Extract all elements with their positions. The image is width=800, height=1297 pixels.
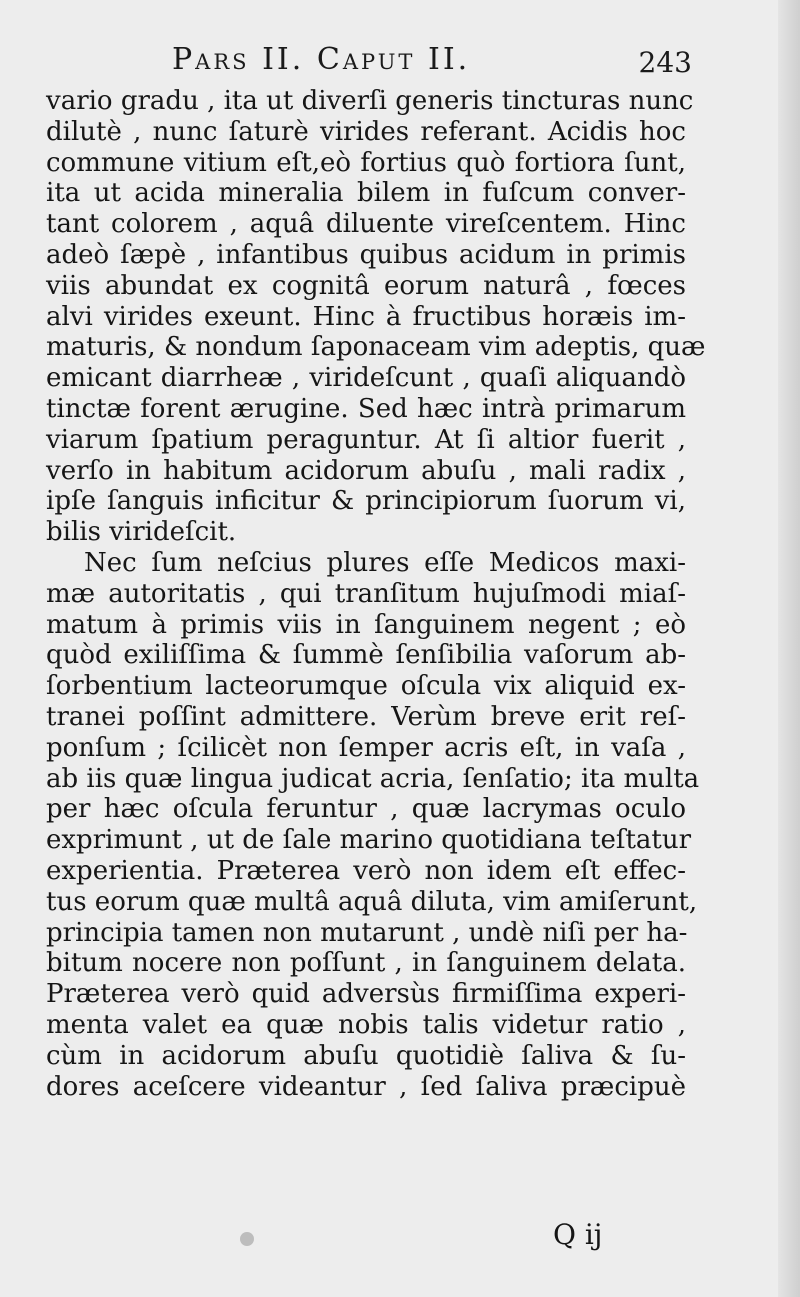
text-line: Præterea verò quid adversùs firmiſſima experi-: [46, 979, 686, 1010]
text-line: tus eorum quæ multâ aquâ diluta, vim amiſerunt,: [46, 886, 698, 917]
text-line: tant colorem , aquâ diluente vireſcentem. Hinc: [46, 209, 686, 240]
text-line: viarum ſpatium peraguntur. At ſi altior fuerit ,: [46, 424, 686, 455]
text-line: ponſum ; ſcilicèt non ſemper acris eſt, in vaſa ,: [46, 732, 686, 763]
ink-smudge: [240, 1232, 254, 1246]
text-line: adeò ſæpè , infantibus quibus acidum in primis: [46, 239, 686, 270]
running-head: Pars II. Caput II.: [172, 42, 471, 77]
text-line: bilis virideſcit.: [46, 517, 237, 548]
page-edge-shadow: [778, 0, 800, 1297]
text-line: viis abundat ex cognitâ eorum naturâ , fœces: [46, 270, 686, 301]
text-line: menta valet ea quæ nobis talis videtur ratio ,: [46, 1009, 686, 1040]
text-line: quòd exiliſſima & ſummè ſenſibilia vaſorum ab-: [46, 640, 686, 671]
paragraph-2: [46, 547, 700, 1102]
signature-mark: Q ij: [553, 1218, 603, 1251]
text-line: commune vitium eſt,eò fortius quò fortiora ſunt,: [46, 147, 686, 178]
text-line: dilutè , nunc ſaturè virides referant. Acidis hoc: [46, 116, 686, 147]
text-line: dores aceſcere videantur , ſed ſaliva præcipuè: [46, 1071, 686, 1102]
text-line: Nec ſum neſcius plures eſſe Medicos maxi-: [84, 547, 686, 578]
text-line: ipſe ſanguis inficitur & principiorum ſuorum vi,: [46, 486, 686, 517]
text-line: principia tamen non mutarunt , undè niſi per ha-: [46, 917, 688, 948]
text-line: alvi virides exeunt. Hinc à fructibus horæis im-: [46, 301, 686, 332]
text-line: exprimunt , ut de ſale marino quotidiana teſtatur: [46, 825, 692, 856]
text-line: cùm in acidorum abuſu quotidiè ſaliva & ſu-: [46, 1040, 686, 1071]
text-line: ſorbentium lacteorumque oſcula vix aliquid ex-: [46, 671, 686, 702]
page-header: [172, 40, 692, 90]
text-line: tranei poſſint admittere. Verùm breve erit reſ-: [46, 701, 686, 732]
text-line: emicant diarrheæ , virideſcunt , quaſi aliquandò: [46, 363, 686, 394]
text-line: verſo in habitum acidorum abuſu , mali radix ,: [46, 455, 686, 486]
body-text: [46, 86, 706, 1102]
text-line: experientia. Præterea verò non idem eſt effec-: [46, 855, 686, 886]
text-line: matum à primis viis in ſanguinem negent ; eò: [46, 609, 686, 640]
text-line: maturis, & nondum ſaponaceam vim adeptis, quæ: [46, 332, 706, 363]
text-line: ita ut acida mineralia bilem in fuſcum conver-: [46, 178, 686, 209]
paragraph-1: [46, 86, 706, 548]
text-line: per hæc oſcula feruntur , quæ lacrymas oculo: [46, 794, 686, 825]
text-line: bitum nocere non poſſunt , in ſanguinem delata.: [46, 948, 686, 979]
text-line: ab iis quæ lingua judicat acria, ſenſatio; ita multa: [46, 763, 700, 794]
text-line: tinctæ forent ærugine. Sed hæc intrà primarum: [46, 393, 686, 424]
text-line: vario gradu , ita ut diverſi generis tincturas nunc: [46, 86, 694, 116]
text-line: mæ autoritatis , qui tranſitum hujuſmodi miaſ-: [46, 578, 686, 609]
page-number: 243: [638, 46, 692, 79]
